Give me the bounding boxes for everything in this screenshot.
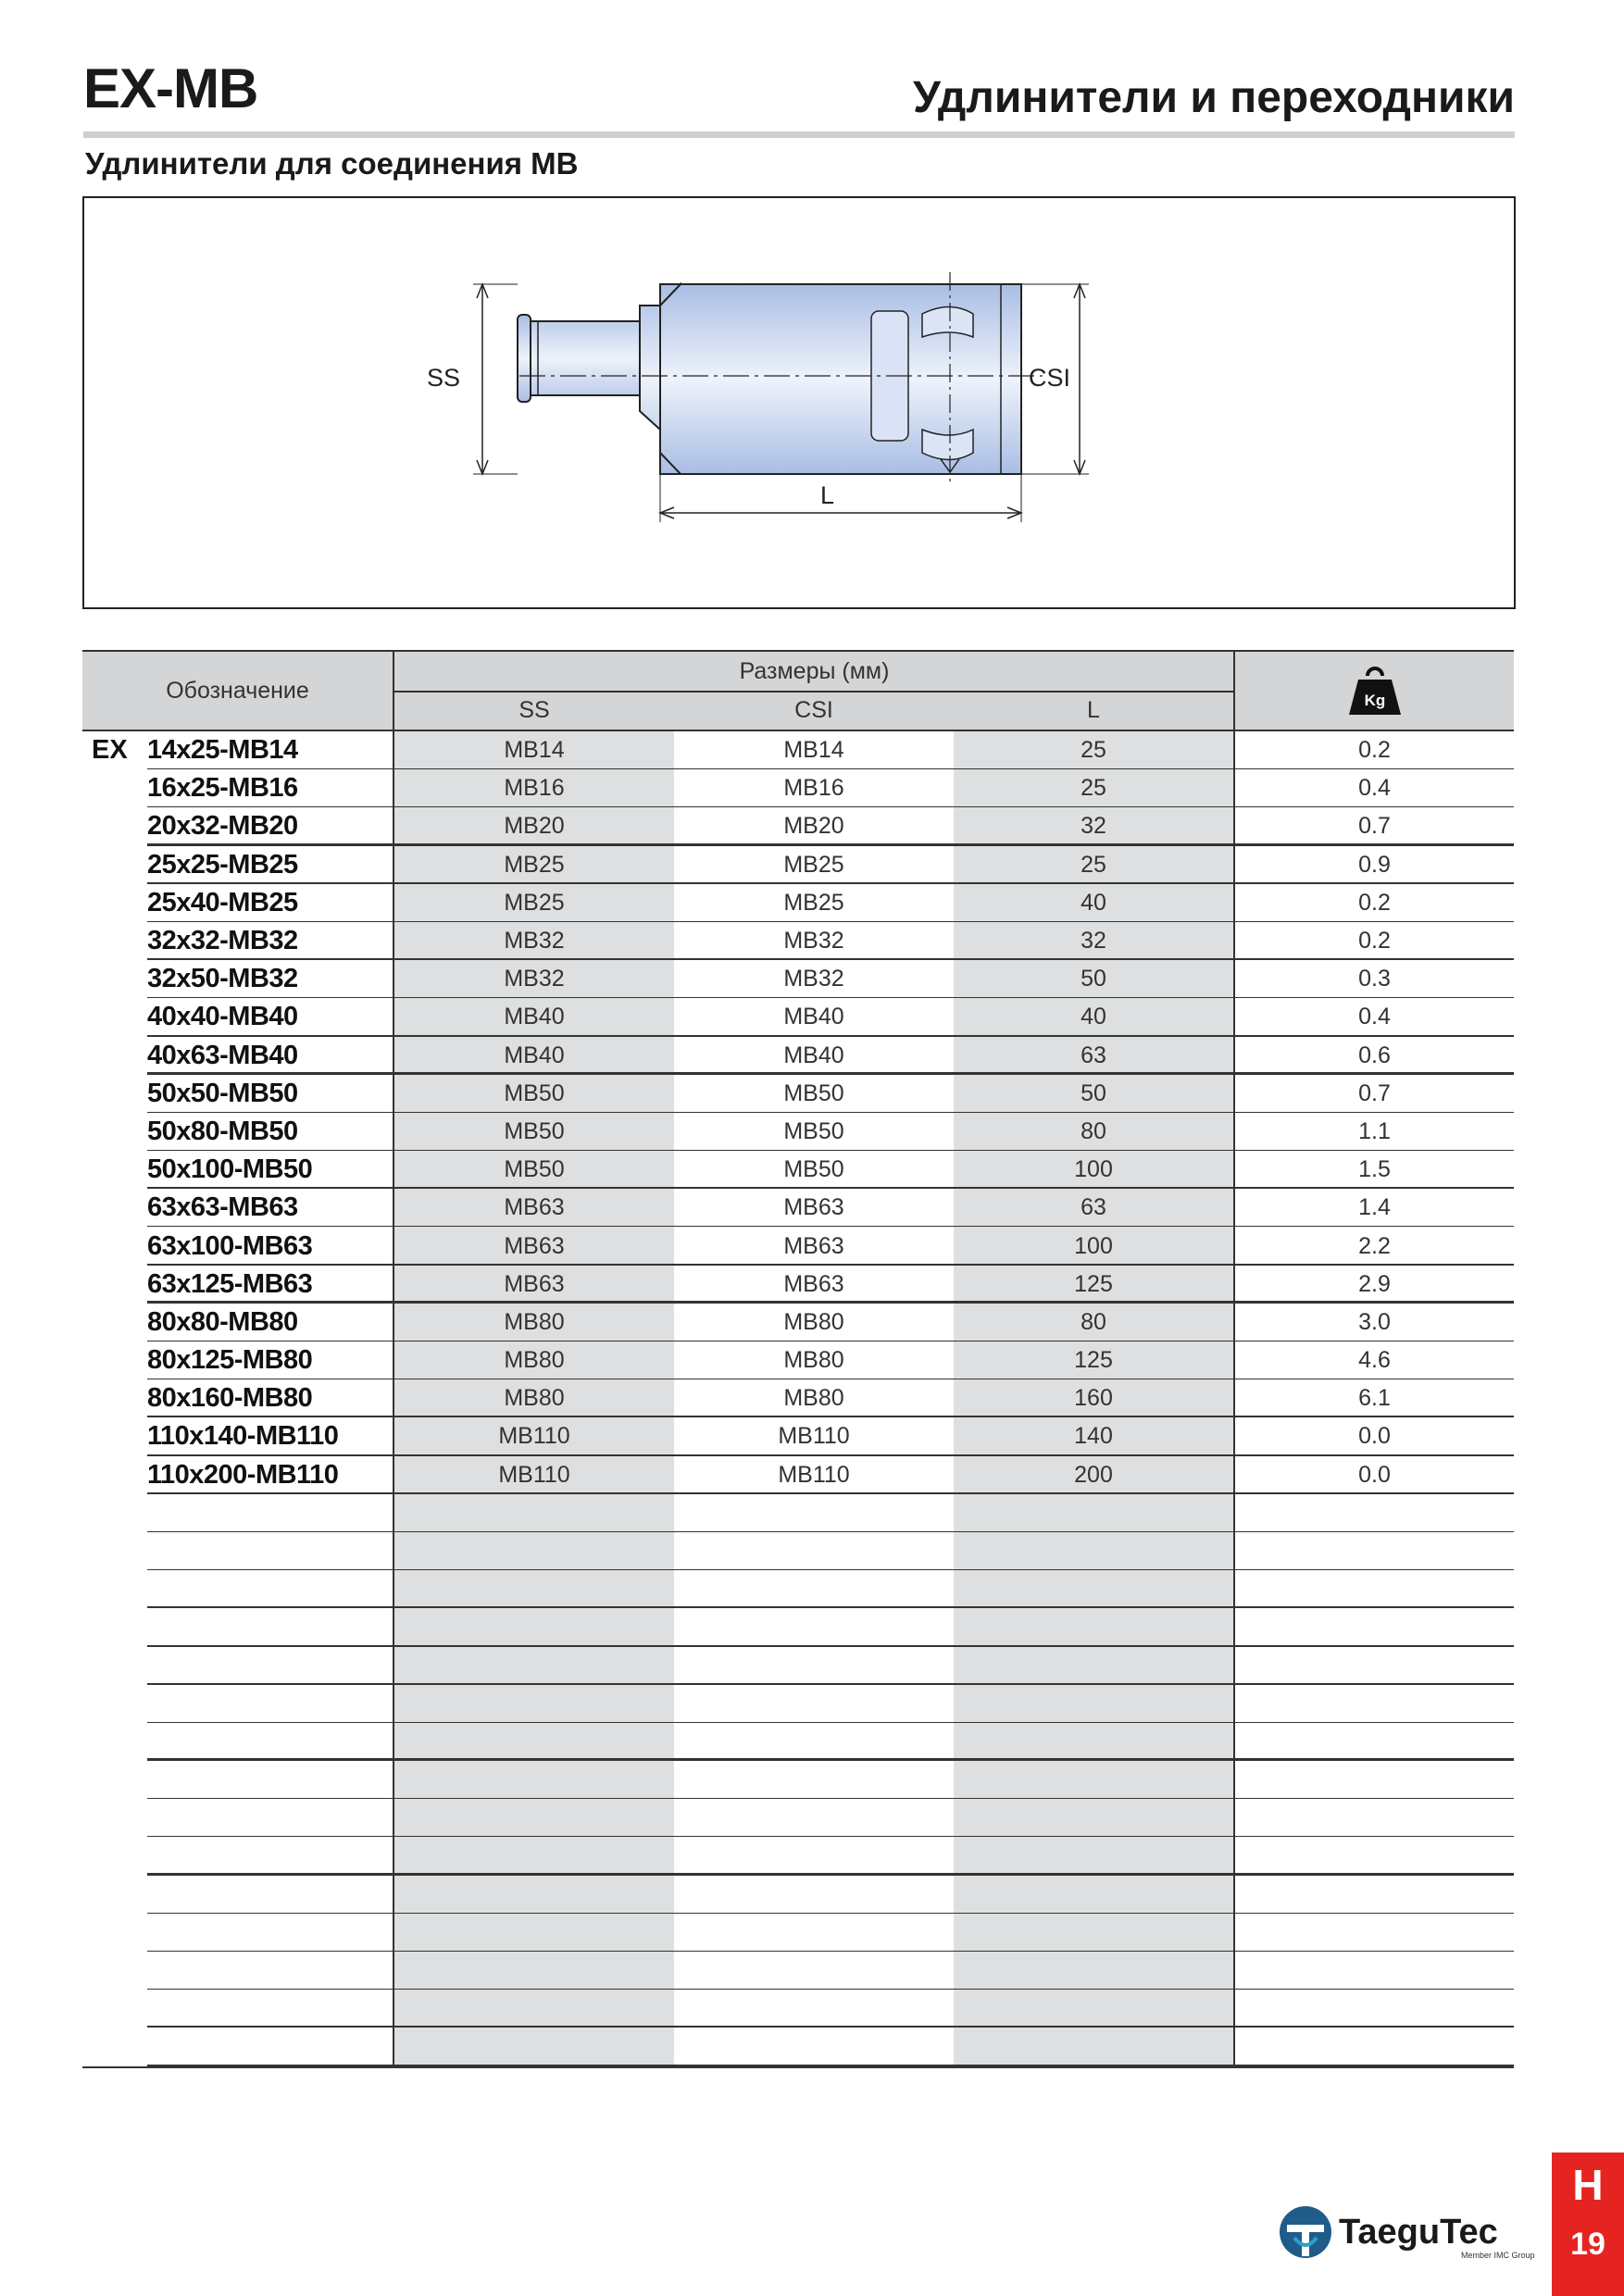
l-label: L xyxy=(820,481,835,509)
csi-cell: MB50 xyxy=(783,1156,844,1183)
ss-cell: MB80 xyxy=(504,1385,565,1412)
ss-cell: MB14 xyxy=(504,737,565,764)
l-cell: 125 xyxy=(1074,1347,1113,1374)
l-cell: 40 xyxy=(1081,1004,1106,1030)
weight-cell: 2.9 xyxy=(1358,1270,1391,1297)
csi-cell: MB25 xyxy=(783,889,844,916)
weight-cell: 6.1 xyxy=(1358,1385,1391,1412)
ss-cell: MB50 xyxy=(504,1117,565,1144)
designation-cell: 110x200-MB110 xyxy=(147,1459,339,1490)
designation-cell: 40x63-MB40 xyxy=(147,1040,298,1070)
csi-label: CSI xyxy=(1029,364,1071,392)
table-row xyxy=(82,1379,1514,1417)
l-cell: 25 xyxy=(1081,851,1106,878)
designation-cell: 50x80-MB50 xyxy=(147,1116,298,1146)
weight-icon-label: Kg xyxy=(1364,692,1385,709)
ss-cell: MB25 xyxy=(504,851,565,878)
empty-table-row xyxy=(82,1799,1514,1837)
designation-cell: 80x80-MB80 xyxy=(147,1306,298,1337)
empty-table-row xyxy=(82,1761,1514,1799)
table-row xyxy=(82,960,1514,998)
brand-name: TaeguTec xyxy=(1339,2213,1498,2252)
shank-groove-left xyxy=(518,315,531,402)
designation-cell: 20x32-MB20 xyxy=(147,811,298,842)
weight-cell: 0.7 xyxy=(1358,1079,1391,1106)
csi-cell: MB20 xyxy=(783,813,844,840)
l-cell: 160 xyxy=(1074,1385,1113,1412)
empty-table-row xyxy=(82,1494,1514,1532)
table-bottom-rule xyxy=(82,2066,1514,2068)
designation-cell: 110x140-MB110 xyxy=(147,1421,339,1452)
designation-cell: 25x40-MB25 xyxy=(147,887,298,917)
designation-prefix: EX xyxy=(92,735,128,766)
ss-cell: MB110 xyxy=(498,1423,570,1450)
table-row xyxy=(82,846,1514,884)
table-header xyxy=(82,650,1514,731)
table-row xyxy=(82,998,1514,1036)
header-rule xyxy=(83,131,1515,138)
empty-table-row xyxy=(82,1837,1514,1875)
empty-table-row xyxy=(82,1608,1514,1646)
ss-cell: MB50 xyxy=(504,1156,565,1183)
weight-icon xyxy=(1235,652,1514,730)
table-row xyxy=(82,1341,1514,1379)
designation-cell: 63x125-MB63 xyxy=(147,1268,313,1299)
csi-cell: MB80 xyxy=(783,1385,844,1412)
table-row xyxy=(82,769,1514,807)
ss-cell: MB16 xyxy=(504,775,565,802)
csi-cell: MB25 xyxy=(783,851,844,878)
drawing-frame xyxy=(82,196,1516,609)
csi-cell: MB63 xyxy=(783,1194,844,1221)
col-designation-header: Обозначение xyxy=(166,677,309,704)
weight-cell: 3.0 xyxy=(1358,1308,1391,1335)
l-cell: 100 xyxy=(1074,1232,1113,1259)
section-tab xyxy=(1552,2152,1624,2296)
page-code: EX-MB xyxy=(83,57,258,119)
ss-cell: MB80 xyxy=(504,1308,565,1335)
weight-cell: 2.2 xyxy=(1358,1232,1391,1259)
weight-cell: 1.4 xyxy=(1358,1194,1391,1221)
ss-cell: MB63 xyxy=(504,1194,565,1221)
designation-cell: 16x25-MB16 xyxy=(147,773,298,804)
table-row xyxy=(82,731,1514,769)
weight-cell: 0.6 xyxy=(1358,1042,1391,1068)
l-cell: 63 xyxy=(1081,1042,1106,1068)
brand-sub: Member IMC Group xyxy=(1461,2251,1535,2260)
ss-cell: MB40 xyxy=(504,1004,565,1030)
weight-cell: 4.6 xyxy=(1358,1347,1391,1374)
designation-cell: 63x63-MB63 xyxy=(147,1192,298,1223)
l-cell: 50 xyxy=(1081,966,1106,992)
csi-cell: MB32 xyxy=(783,928,844,955)
csi-cell: MB63 xyxy=(783,1270,844,1297)
csi-cell: MB110 xyxy=(778,1423,850,1450)
weight-cell: 1.1 xyxy=(1358,1117,1391,1144)
csi-cell: MB80 xyxy=(783,1347,844,1374)
table-row xyxy=(82,1227,1514,1265)
table-row xyxy=(82,1189,1514,1227)
designation-cell: 14x25-MB14 xyxy=(147,735,298,766)
ss-cell: MB63 xyxy=(504,1270,565,1297)
section-letter: H xyxy=(1572,2161,1604,2209)
l-cell: 25 xyxy=(1081,775,1106,802)
csi-cell: MB110 xyxy=(778,1461,850,1488)
csi-cell: MB63 xyxy=(783,1232,844,1259)
table-row xyxy=(82,1266,1514,1304)
l-cell: 40 xyxy=(1081,889,1106,916)
ss-cell: MB80 xyxy=(504,1347,565,1374)
csi-cell: MB16 xyxy=(783,775,844,802)
page-category: Удлинители и переходники xyxy=(913,73,1515,122)
l-cell: 50 xyxy=(1081,1079,1106,1106)
table-row xyxy=(82,807,1514,845)
l-cell: 80 xyxy=(1081,1117,1106,1144)
weight-cell: 0.4 xyxy=(1358,1004,1391,1030)
empty-table-row xyxy=(82,1685,1514,1723)
extension-drawing xyxy=(84,198,1514,607)
shank-shape xyxy=(518,306,660,411)
designation-cell: 63x100-MB63 xyxy=(147,1230,313,1261)
designation-cell: 40x40-MB40 xyxy=(147,1002,298,1032)
empty-table-row xyxy=(82,2028,1514,2065)
table-row xyxy=(82,1456,1514,1494)
weight-cell: 0.3 xyxy=(1358,966,1391,992)
ss-cell: MB32 xyxy=(504,966,565,992)
ss-cell: MB25 xyxy=(504,889,565,916)
l-cell: 32 xyxy=(1081,813,1106,840)
empty-table-row xyxy=(82,1723,1514,1761)
weight-cell: 0.2 xyxy=(1358,928,1391,955)
spec-table xyxy=(82,650,1514,2066)
designation-cell: 80x160-MB80 xyxy=(147,1383,313,1414)
weight-cell: 0.2 xyxy=(1358,737,1391,764)
empty-table-row xyxy=(82,1570,1514,1608)
table-row xyxy=(82,1151,1514,1189)
page-number: 19 xyxy=(1570,2227,1605,2262)
empty-table-row xyxy=(82,1952,1514,1990)
table-row xyxy=(82,922,1514,960)
l-cell: 200 xyxy=(1074,1461,1113,1488)
l-cell: 140 xyxy=(1074,1423,1113,1450)
weight-cell: 0.0 xyxy=(1358,1461,1391,1488)
section-subtitle: Удлинители для соединения MB xyxy=(85,146,579,181)
col-l-header: L xyxy=(1087,697,1100,723)
l-cell: 125 xyxy=(1074,1270,1113,1297)
weight-cell: 0.2 xyxy=(1358,889,1391,916)
taegutec-logo xyxy=(1276,2199,1535,2264)
csi-cell: MB50 xyxy=(783,1079,844,1106)
csi-cell: MB32 xyxy=(783,966,844,992)
empty-table-row xyxy=(82,1990,1514,2028)
csi-cell: MB80 xyxy=(783,1308,844,1335)
table-row xyxy=(82,1417,1514,1455)
ss-label: SS xyxy=(427,364,461,392)
l-cell: 100 xyxy=(1074,1156,1113,1183)
csi-cell: MB40 xyxy=(783,1042,844,1068)
l-cell: 63 xyxy=(1081,1194,1106,1221)
designation-cell: 80x125-MB80 xyxy=(147,1345,313,1376)
designation-cell: 25x25-MB25 xyxy=(147,849,298,880)
ss-cell: MB63 xyxy=(504,1232,565,1259)
ss-cell: MB20 xyxy=(504,813,565,840)
ss-cell: MB32 xyxy=(504,928,565,955)
empty-table-row xyxy=(82,1532,1514,1570)
empty-table-row xyxy=(82,1914,1514,1952)
table-body xyxy=(82,731,1514,2066)
csi-cell: MB50 xyxy=(783,1117,844,1144)
table-row xyxy=(82,1113,1514,1151)
table-row xyxy=(82,884,1514,922)
designation-cell: 32x50-MB32 xyxy=(147,964,298,994)
designation-cell: 50x100-MB50 xyxy=(147,1154,313,1185)
weight-cell: 0.0 xyxy=(1358,1423,1391,1450)
weight-cell: 0.7 xyxy=(1358,813,1391,840)
weight-cell: 0.9 xyxy=(1358,851,1391,878)
l-cell: 32 xyxy=(1081,928,1106,955)
ss-cell: MB110 xyxy=(498,1461,570,1488)
weight-cell: 0.4 xyxy=(1358,775,1391,802)
designation-cell: 50x50-MB50 xyxy=(147,1078,298,1108)
table-row xyxy=(82,1075,1514,1113)
l-cell: 25 xyxy=(1081,737,1106,764)
table-row xyxy=(82,1304,1514,1341)
table-row xyxy=(82,1037,1514,1075)
ss-cell: MB50 xyxy=(504,1079,565,1106)
col-dimensions-header: Размеры (мм) xyxy=(739,657,890,684)
csi-cell: MB14 xyxy=(783,737,844,764)
empty-table-row xyxy=(82,1647,1514,1685)
ss-cell: MB40 xyxy=(504,1042,565,1068)
col-ss-header: SS xyxy=(518,697,550,723)
weight-cell: 1.5 xyxy=(1358,1156,1391,1183)
l-cell: 80 xyxy=(1081,1308,1106,1335)
empty-table-row xyxy=(82,1876,1514,1914)
csi-cell: MB40 xyxy=(783,1004,844,1030)
col-csi-header: CSI xyxy=(794,697,833,723)
designation-cell: 32x32-MB32 xyxy=(147,926,298,956)
